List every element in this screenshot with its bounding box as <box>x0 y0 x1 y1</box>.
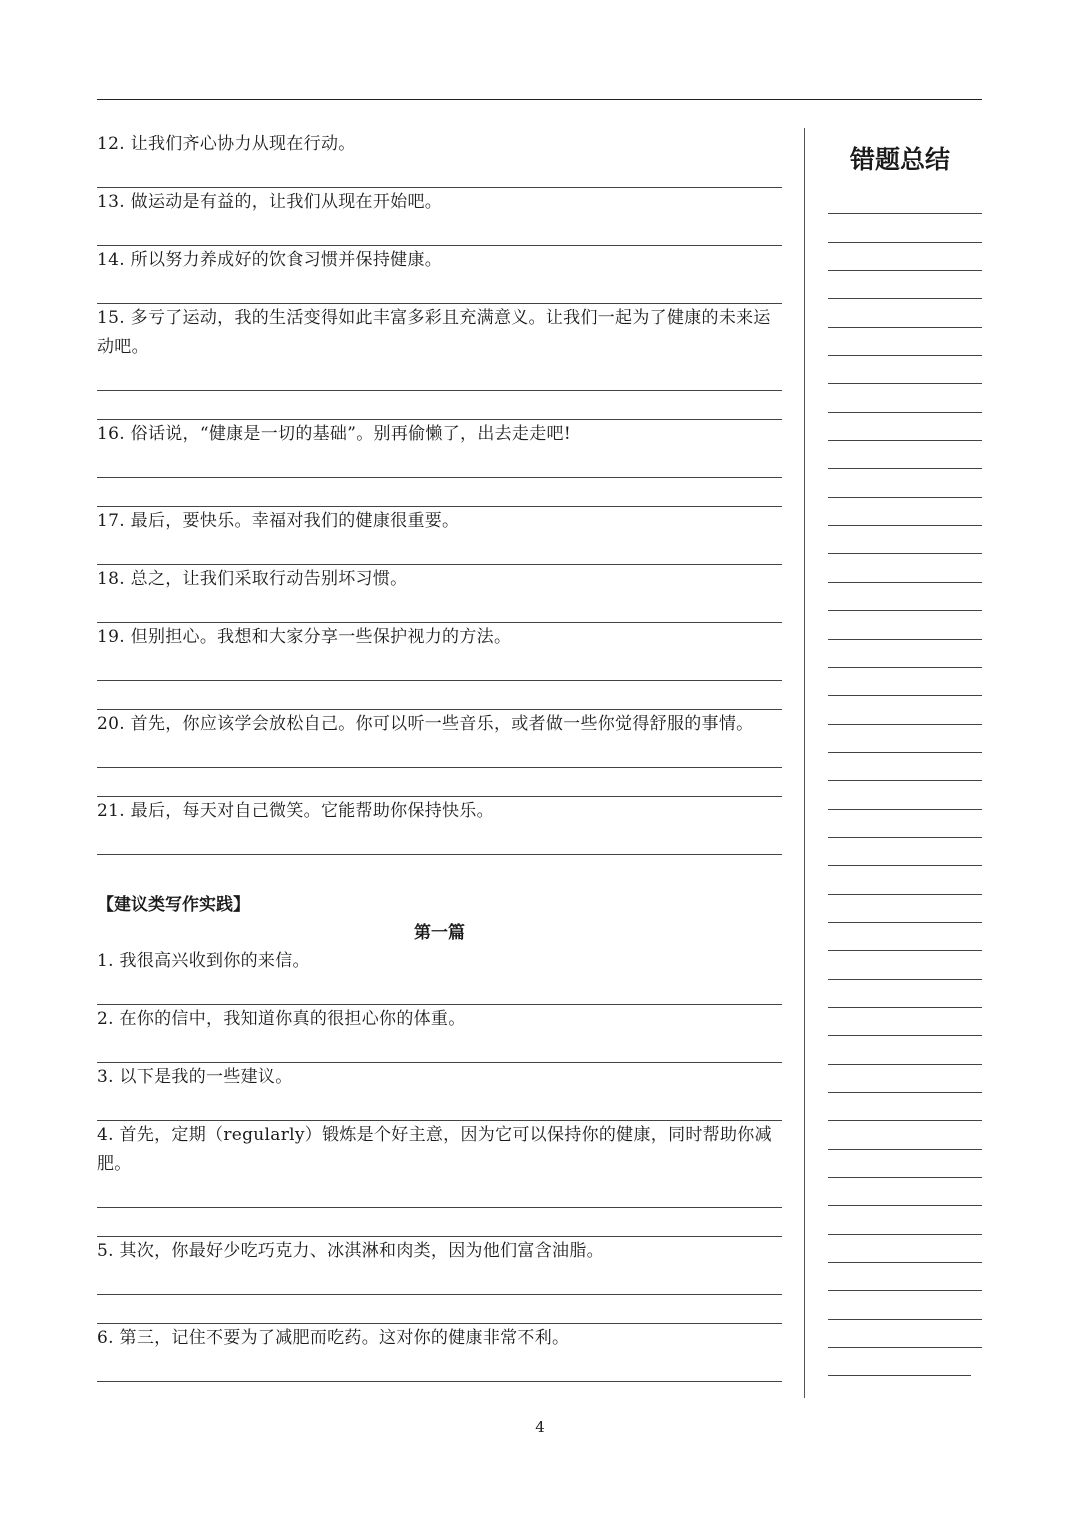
summary-line[interactable] <box>828 384 982 412</box>
exercise-sentence: 20. 首先，你应该学会放松自己。你可以听一些音乐，或者做一些你觉得舒服的事情。 <box>97 714 754 734</box>
exercise-item <box>97 797 782 855</box>
summary-line[interactable] <box>828 498 982 526</box>
exercise-sentence: 17. 最后，要快乐。幸福对我们的健康很重要。 <box>97 511 460 531</box>
summary-line[interactable] <box>828 583 982 611</box>
summary-line[interactable] <box>828 1291 982 1319</box>
answer-line[interactable] <box>97 1034 782 1063</box>
exercise-item <box>97 1324 782 1382</box>
summary-line[interactable] <box>828 668 982 696</box>
column-divider <box>804 128 805 1398</box>
summary-line[interactable] <box>828 356 982 384</box>
exercise-sentence: 5. 其次，你最好少吃巧克力、冰淇淋和肉类，因为他们富含油脂。 <box>97 1241 604 1261</box>
answer-line[interactable] <box>97 1092 782 1121</box>
answer-line[interactable] <box>97 1179 782 1208</box>
summary-line[interactable] <box>828 895 982 923</box>
subsection-title: 第一篇 <box>414 923 465 943</box>
summary-line[interactable] <box>828 214 982 242</box>
summary-line[interactable] <box>828 725 982 753</box>
summary-line[interactable] <box>828 1036 982 1064</box>
answer-line[interactable] <box>97 1353 782 1382</box>
exercise-sentence: 1. 我很高兴收到你的来信。 <box>97 951 310 971</box>
section-title: 【建议类写作实践】 <box>97 895 250 915</box>
summary-line[interactable] <box>828 753 982 781</box>
exercise-sentence: 19. 但别担心。我想和大家分享一些保护视力的方法。 <box>97 627 512 647</box>
page-number: 4 <box>535 1418 545 1436</box>
summary-line[interactable] <box>828 838 982 866</box>
summary-line[interactable] <box>828 413 982 441</box>
summary-line[interactable] <box>828 1348 971 1376</box>
summary-line[interactable] <box>828 526 982 554</box>
answer-line[interactable] <box>97 217 782 246</box>
summary-line[interactable] <box>828 1150 982 1178</box>
exercise-column <box>97 130 782 1382</box>
answer-line[interactable] <box>97 275 782 304</box>
answer-line[interactable] <box>97 826 782 855</box>
summary-line[interactable] <box>828 469 982 497</box>
exercise-sentence: 12. 让我们齐心协力从现在行动。 <box>97 134 356 154</box>
answer-line[interactable] <box>97 1266 782 1295</box>
exercise-item <box>97 623 782 710</box>
exercise-item <box>97 1121 782 1237</box>
summary-line[interactable] <box>828 271 982 299</box>
exercise-sentence: 13. 做运动是有益的，让我们从现在开始吧。 <box>97 192 443 212</box>
summary-line[interactable] <box>828 866 982 894</box>
answer-line[interactable] <box>97 478 782 507</box>
summary-line[interactable] <box>828 1121 982 1149</box>
exercise-item <box>97 947 782 1005</box>
summary-line[interactable] <box>828 1235 982 1263</box>
answer-line[interactable] <box>97 976 782 1005</box>
summary-line[interactable] <box>828 781 982 809</box>
summary-line[interactable] <box>828 186 982 214</box>
answer-line[interactable] <box>97 159 782 188</box>
summary-line[interactable] <box>828 1206 982 1234</box>
summary-line[interactable] <box>828 554 982 582</box>
exercise-item <box>97 188 782 246</box>
answer-line[interactable] <box>97 652 782 681</box>
summary-line[interactable] <box>828 640 982 668</box>
exercise-item <box>97 507 782 565</box>
header-rule <box>97 99 982 100</box>
summary-line[interactable] <box>828 1065 982 1093</box>
summary-line[interactable] <box>828 1093 982 1121</box>
answer-line[interactable] <box>97 1295 782 1324</box>
sidebar-lines <box>828 186 982 1376</box>
summary-line[interactable] <box>828 441 982 469</box>
exercise-item <box>97 1063 782 1121</box>
summary-line[interactable] <box>828 243 982 271</box>
summary-line[interactable] <box>828 810 982 838</box>
answer-line[interactable] <box>97 391 782 420</box>
exercise-item <box>97 130 782 188</box>
error-summary-sidebar <box>828 140 982 1376</box>
exercise-item <box>97 710 782 797</box>
exercise-sentence: 15. 多亏了运动，我的生活变得如此丰富多彩且充满意义。让我们一起为了健康的未来运动吧。 <box>97 308 771 357</box>
exercise-item <box>97 1005 782 1063</box>
summary-line[interactable] <box>828 1320 982 1348</box>
exercise-sentence: 21. 最后，每天对自己微笑。它能帮助你保持快乐。 <box>97 801 494 821</box>
summary-line[interactable] <box>828 923 982 951</box>
answer-line[interactable] <box>97 739 782 768</box>
summary-line[interactable] <box>828 299 982 327</box>
answer-line[interactable] <box>97 768 782 797</box>
answer-line[interactable] <box>97 594 782 623</box>
exercise-sentence: 6. 第三，记住不要为了减肥而吃药。这对你的健康非常不利。 <box>97 1328 570 1348</box>
answer-line[interactable] <box>97 681 782 710</box>
summary-line[interactable] <box>828 696 982 724</box>
answer-line[interactable] <box>97 1208 782 1237</box>
exercise-item <box>97 420 782 507</box>
summary-line[interactable] <box>828 951 982 979</box>
exercise-item <box>97 246 782 304</box>
summary-line[interactable] <box>828 1178 982 1206</box>
answer-line[interactable] <box>97 536 782 565</box>
exercise-item <box>97 565 782 623</box>
exercise-sentence: 3. 以下是我的一些建议。 <box>97 1067 293 1087</box>
summary-line[interactable] <box>828 1263 982 1291</box>
exercise-list-part1 <box>97 130 782 855</box>
exercise-sentence: 16. 俗话说，“健康是一切的基础”。别再偷懒了，出去走走吧! <box>97 424 571 444</box>
summary-line[interactable] <box>828 611 982 639</box>
exercise-item <box>97 304 782 420</box>
answer-line[interactable] <box>97 362 782 391</box>
exercise-sentence: 18. 总之，让我们采取行动告别坏习惯。 <box>97 569 408 589</box>
sidebar-title: 错题总结 <box>849 145 950 174</box>
exercise-sentence: 14. 所以努力养成好的饮食习惯并保持健康。 <box>97 250 443 270</box>
exercise-sentence: 4. 首先，定期（regularly）锻炼是个好主意，因为它可以保持你的健康，同时帮助你减肥。 <box>97 1125 772 1174</box>
exercise-item <box>97 1237 782 1324</box>
answer-line[interactable] <box>97 449 782 478</box>
exercise-sentence: 2. 在你的信中，我知道你真的很担心你的体重。 <box>97 1009 466 1029</box>
summary-line[interactable] <box>828 328 982 356</box>
summary-line[interactable] <box>828 1008 982 1036</box>
summary-line[interactable] <box>828 980 982 1008</box>
exercise-list-part2 <box>97 947 782 1382</box>
